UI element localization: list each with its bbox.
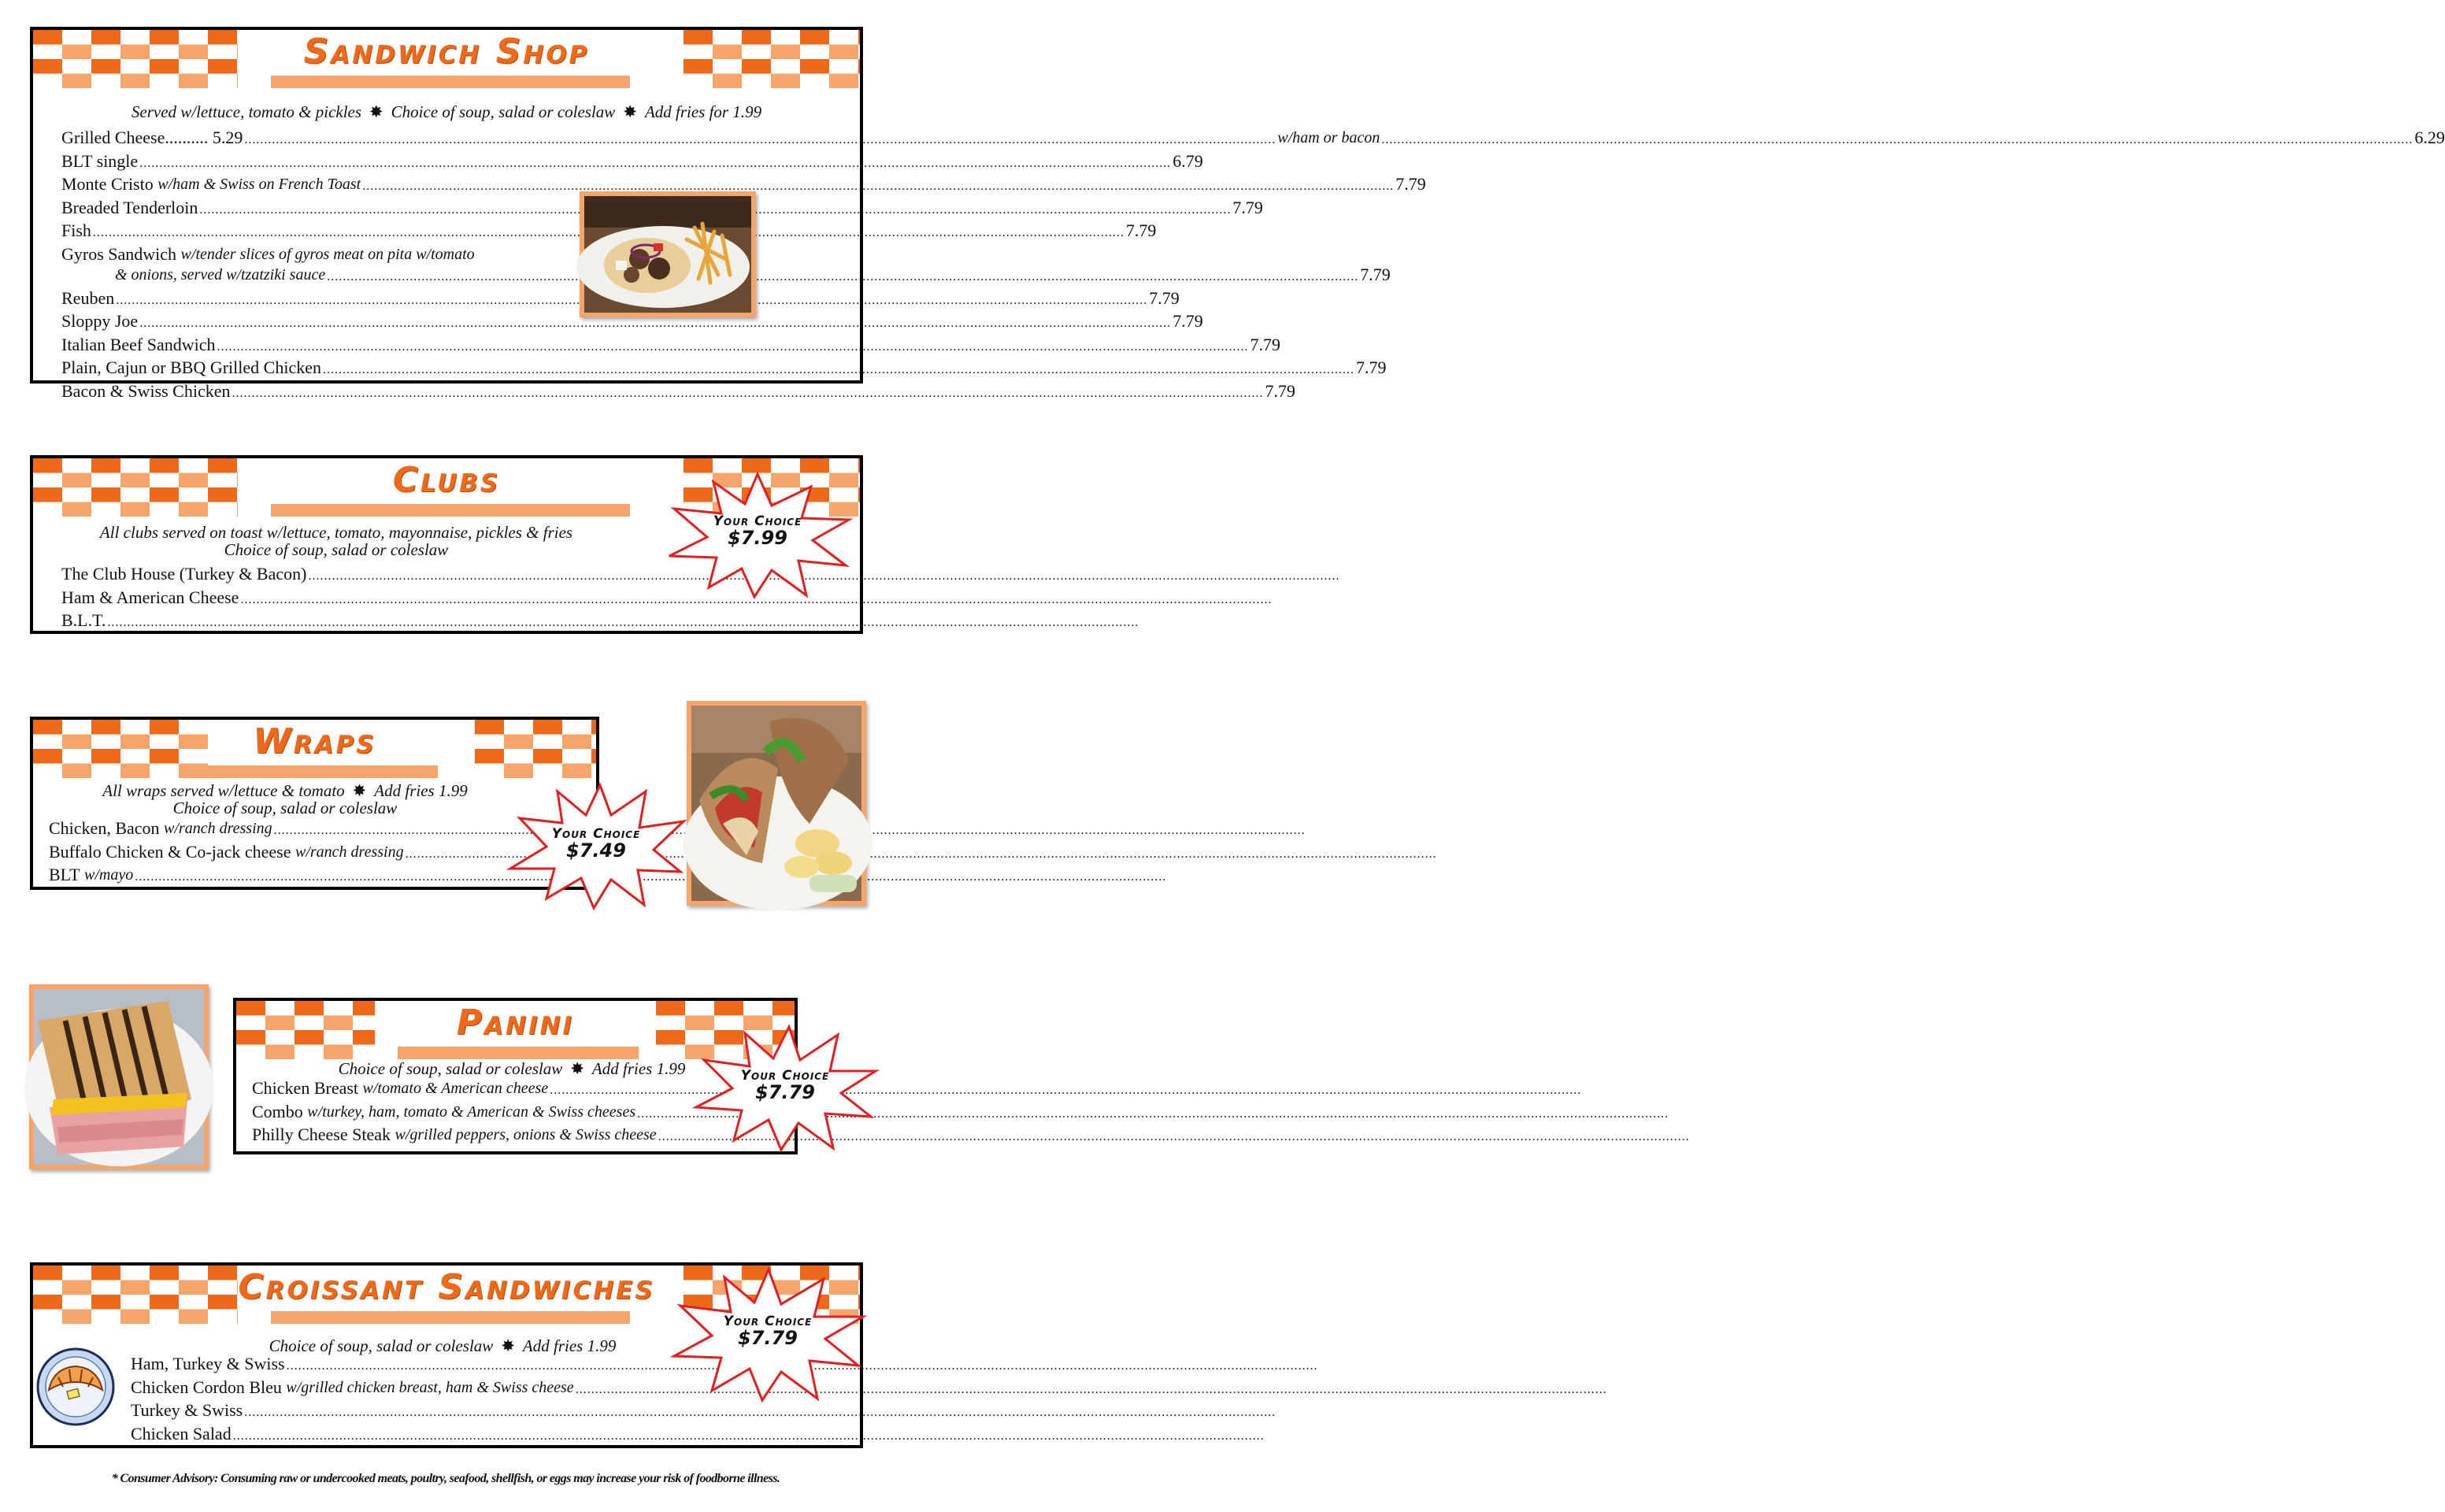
menu-item: Chicken Cordon Bleu w/grilled chicken breast, ham & Swiss cheese ..... (131, 1377, 828, 1401)
section-title: Croissant Sandwiches (238, 1267, 655, 1307)
menu-item: Italian Beef Sandwich ..... 7.79 (61, 335, 830, 358)
menu-item: Philly Cheese Steak w/grilled peppers, onions & Swiss cheese ..... (252, 1125, 756, 1148)
croissant-plate-icon (35, 1346, 117, 1428)
menu-item: Bacon & Swiss Chicken ..... 7.79 (61, 381, 830, 405)
section-note: All clubs served on toast w/lettuce, tomato, mayonnaise, pickles & fries (99, 523, 573, 542)
title-underbar (398, 1047, 639, 1059)
consumer-advisory: * Consumer Advisory: Consuming raw or undercooked meats, poultry, seafood, shellfish, or eggs may increase your risk of foodborne illness. (111, 1472, 780, 1485)
menu-item: Chicken Salad ..... (131, 1424, 828, 1447)
menu-item: BLT single ..... 6.79 (61, 151, 830, 175)
panini-plate-photo (29, 984, 209, 1169)
panini-item-list (252, 1078, 756, 1148)
menu-item: The Club House (Turkey & Bacon) ..... (61, 564, 824, 587)
menu-item: Grilled Cheese .......... 5.29 ..... w/ham or bacon ..... 6.29 (61, 128, 830, 151)
menu-item: Gyros Sandwich w/tender slices of gyros meat on pita w/tomato (61, 243, 475, 264)
menu-item: Combo w/turkey, ham, tomato & American & Swiss cheeses ..... (252, 1102, 756, 1125)
section-note: Choice of soup, salad or coleslaw (224, 540, 449, 559)
menu-item: Ham & American Cheese ..... (61, 587, 824, 611)
section-title: Panini (456, 1002, 575, 1043)
menu-item: B.L.T. ..... (61, 610, 824, 634)
wraps-price-starburst: Your Choice $7.49 (506, 784, 687, 910)
dot-leader (327, 265, 1358, 288)
section-note: Choice of soup, salad or coleslaw (172, 799, 398, 817)
clubs-price-starburst: Your Choice $7.99 (663, 472, 852, 598)
dot-leader (139, 151, 1171, 175)
dot-leader (323, 358, 1354, 381)
dot-leader (244, 128, 1276, 151)
dot-leader (244, 1400, 1276, 1424)
panini-price-starburst: Your Choice $7.79 (691, 1025, 879, 1151)
title-underbar (271, 504, 630, 517)
wrap-plate-photo (687, 701, 866, 906)
menu-item: Sloppy Joe ..... 7.79 (61, 311, 830, 335)
menu-item: BLT w/mayo ..... (49, 865, 569, 888)
menu-item: Chicken Breast w/tomato & American cheese ..... (252, 1078, 756, 1102)
wraps-item-list (49, 818, 569, 888)
menu-item: Breaded Tenderloin ..... 7.79 (61, 198, 830, 221)
menu-item: Turkey & Swiss ..... (131, 1400, 828, 1424)
title-underbar (271, 1311, 630, 1324)
section-note: All wraps served w/lettuce & tomato ✸ Add fries 1.99 (102, 781, 468, 800)
menu-item: Ham, Turkey & Swiss ..... (131, 1354, 828, 1377)
menu-item: Monte Cristo w/ham & Swiss on French Toast ..... 7.79 (61, 174, 830, 198)
section-note: Choice of soup, salad or coleslaw ✸ Add fries 1.99 (338, 1059, 686, 1078)
menu-item: Buffalo Chicken & Co-jack cheese w/ranch dressing ..... (49, 842, 569, 865)
section-title: Clubs (392, 460, 501, 500)
menu-item: Chicken, Bacon w/ranch dressing ..... (49, 818, 569, 842)
section-note: Choice of soup, salad or coleslaw ✸ Add fries 1.99 (269, 1336, 617, 1355)
menu-item: Reuben ..... 7.79 (61, 288, 830, 312)
dot-leader (232, 381, 1264, 405)
section-note: Served w/lettuce, tomato & pickles ✸ Choice of soup, salad or coleslaw ✸ Add fries for 1.99 (131, 102, 762, 121)
menu-item: Plain, Cajun or BBQ Grilled Chicken ..... 7.79 (61, 358, 830, 381)
section-title: Sandwich Shop (303, 32, 590, 72)
dot-leader (362, 174, 1394, 198)
title-underbar (271, 76, 630, 88)
dot-leader (217, 335, 1249, 358)
menu-item-continued: & onions, served w/tzatziki sauce ..... 7.79 (61, 265, 830, 288)
menu-item: Fish ..... 7.79 (61, 220, 830, 244)
dot-leader (233, 1424, 1265, 1447)
title-underbar (198, 765, 438, 778)
dot-leader (1381, 128, 2413, 151)
dot-leader (107, 610, 1139, 634)
croissant-price-starburst: Your Choice $7.79 (669, 1268, 866, 1402)
section-title: Wraps (253, 721, 376, 762)
sandwich-shop-section (30, 27, 2445, 401)
gyros-plate-photo (580, 191, 756, 317)
